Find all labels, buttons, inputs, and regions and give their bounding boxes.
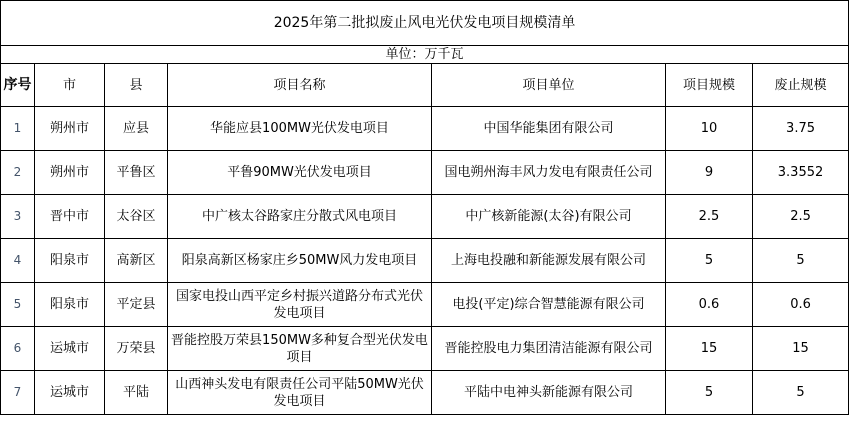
cell-abolish: 3.75: [753, 107, 849, 151]
cell-scale: 10: [666, 107, 753, 151]
cell-abolish: 3.3552: [753, 151, 849, 195]
header-seq: 序号: [1, 64, 35, 107]
cell-abolish: 0.6: [753, 283, 849, 327]
header-project: 项目名称: [168, 64, 432, 107]
cell-company: 中国华能集团有限公司: [432, 107, 666, 151]
cell-company: 国电朔州海丰风力发电有限责任公司: [432, 151, 666, 195]
cell-project: 山西神头发电有限责任公司平陆50MW光伏发电项目: [168, 371, 432, 415]
unit-label: 单位：万千瓦: [1, 46, 849, 64]
table-title: 2025年第二批拟废止风电光伏发电项目规模清单: [1, 1, 849, 46]
cell-abolish: 2.5: [753, 195, 849, 239]
cell-county: 平定县: [105, 283, 168, 327]
cell-seq: 1: [1, 107, 35, 151]
cell-city: 阳泉市: [35, 239, 105, 283]
header-row: [1, 64, 849, 107]
cell-project: 华能应县100MW光伏发电项目: [168, 107, 432, 151]
cell-abolish: 15: [753, 327, 849, 371]
table-row: [1, 195, 849, 239]
cell-project: 国家电投山西平定乡村振兴道路分布式光伏发电项目: [168, 283, 432, 327]
cell-seq: 5: [1, 283, 35, 327]
cell-scale: 5: [666, 239, 753, 283]
cell-county: 平鲁区: [105, 151, 168, 195]
cell-city: 运城市: [35, 371, 105, 415]
cell-seq: 3: [1, 195, 35, 239]
header-city: 市: [35, 64, 105, 107]
cell-project: 平鲁90MW光伏发电项目: [168, 151, 432, 195]
cell-county: 平陆: [105, 371, 168, 415]
cell-county: 万荣县: [105, 327, 168, 371]
cell-seq: 6: [1, 327, 35, 371]
cell-project: 中广核太谷路家庄分散式风电项目: [168, 195, 432, 239]
table-row: [1, 327, 849, 371]
cell-company: 平陆中电神头新能源有限公司: [432, 371, 666, 415]
cell-scale: 0.6: [666, 283, 753, 327]
table-row: [1, 107, 849, 151]
header-company: 项目单位: [432, 64, 666, 107]
cell-scale: 15: [666, 327, 753, 371]
cell-company: 上海电投融和新能源发展有限公司: [432, 239, 666, 283]
cell-company: 电投(平定)综合智慧能源有限公司: [432, 283, 666, 327]
cell-city: 朔州市: [35, 107, 105, 151]
table-row: [1, 283, 849, 327]
cell-county: 高新区: [105, 239, 168, 283]
cell-project: 晋能控股万荣县150MW多种复合型光伏发电项目: [168, 327, 432, 371]
cell-company: 晋能控股电力集团清洁能源有限公司: [432, 327, 666, 371]
cell-county: 应县: [105, 107, 168, 151]
cell-abolish: 5: [753, 371, 849, 415]
header-county: 县: [105, 64, 168, 107]
cell-city: 运城市: [35, 327, 105, 371]
cell-city: 朔州市: [35, 151, 105, 195]
cell-seq: 7: [1, 371, 35, 415]
cell-city: 阳泉市: [35, 283, 105, 327]
cell-seq: 4: [1, 239, 35, 283]
cell-seq: 2: [1, 151, 35, 195]
table-row: [1, 371, 849, 415]
header-abolish: 废止规模: [753, 64, 849, 107]
table-row: [1, 239, 849, 283]
cell-scale: 2.5: [666, 195, 753, 239]
cell-county: 太谷区: [105, 195, 168, 239]
cell-company: 中广核新能源(太谷)有限公司: [432, 195, 666, 239]
cell-scale: 9: [666, 151, 753, 195]
table-row: [1, 151, 849, 195]
cell-abolish: 5: [753, 239, 849, 283]
cell-project: 阳泉高新区杨家庄乡50MW风力发电项目: [168, 239, 432, 283]
header-scale: 项目规模: [666, 64, 753, 107]
cell-city: 晋中市: [35, 195, 105, 239]
cell-scale: 5: [666, 371, 753, 415]
